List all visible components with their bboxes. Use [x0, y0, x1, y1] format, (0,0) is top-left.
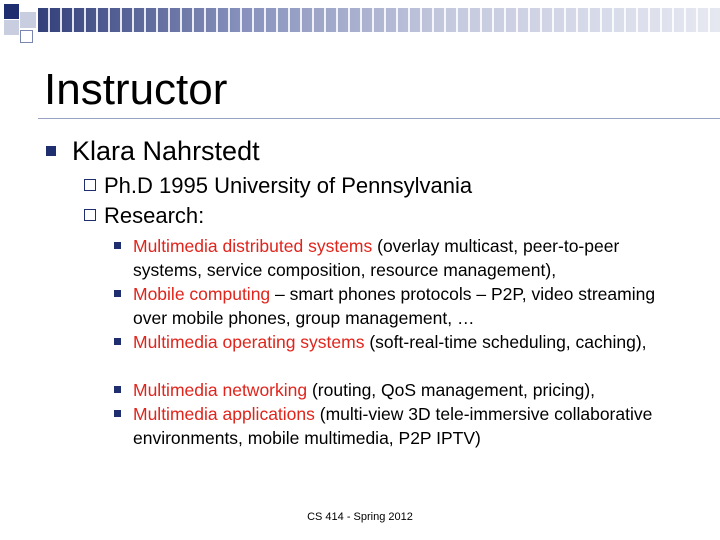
decor-square-dark: [4, 4, 19, 19]
square-bullet-icon: [114, 242, 121, 249]
research-topic: Multimedia applications: [133, 404, 315, 424]
square-bullet-icon: [46, 146, 56, 156]
square-bullet-icon: [114, 290, 121, 297]
decor-square-light-2: [4, 20, 19, 35]
sub-item-text: Research:: [104, 203, 205, 228]
checkbox-bullet-icon: [84, 179, 96, 191]
research-detail: (routing, QoS management, pricing),: [307, 380, 596, 400]
slide-title: Instructor: [44, 65, 228, 114]
research-detail: – smart phones protocols – P2P, video streaming over mobile phones, group management, …: [133, 284, 656, 328]
decor-square-outline: [20, 30, 33, 43]
research-detail: (soft-real-time scheduling, caching),: [364, 332, 647, 352]
header-gradient-bar: [38, 8, 720, 32]
research-topic: Mobile computing: [133, 284, 271, 304]
research-detail: (overlay multicast, peer-to-peer systems, service composition, resource management),: [133, 236, 620, 280]
decor-square-light: [20, 12, 36, 28]
research-detail: (multi-view 3D tele-immersive collaborative environments, mobile multimedia, P2P IPTV): [133, 404, 653, 448]
research-topic: Multimedia distributed systems: [133, 236, 373, 256]
checkbox-bullet-icon: [84, 209, 96, 221]
square-bullet-icon: [114, 338, 121, 345]
square-bullet-icon: [114, 410, 121, 417]
title-divider: [38, 118, 720, 119]
slide-footer: CS 414 - Spring 2012: [307, 511, 413, 523]
research-topic: Multimedia networking: [133, 380, 308, 400]
sub-item-text: Ph.D 1995 University of Pennsylvania: [104, 173, 473, 198]
square-bullet-icon: [114, 386, 121, 393]
instructor-name: Klara Nahrstedt: [72, 136, 260, 166]
research-topic: Multimedia operating systems: [133, 332, 365, 352]
